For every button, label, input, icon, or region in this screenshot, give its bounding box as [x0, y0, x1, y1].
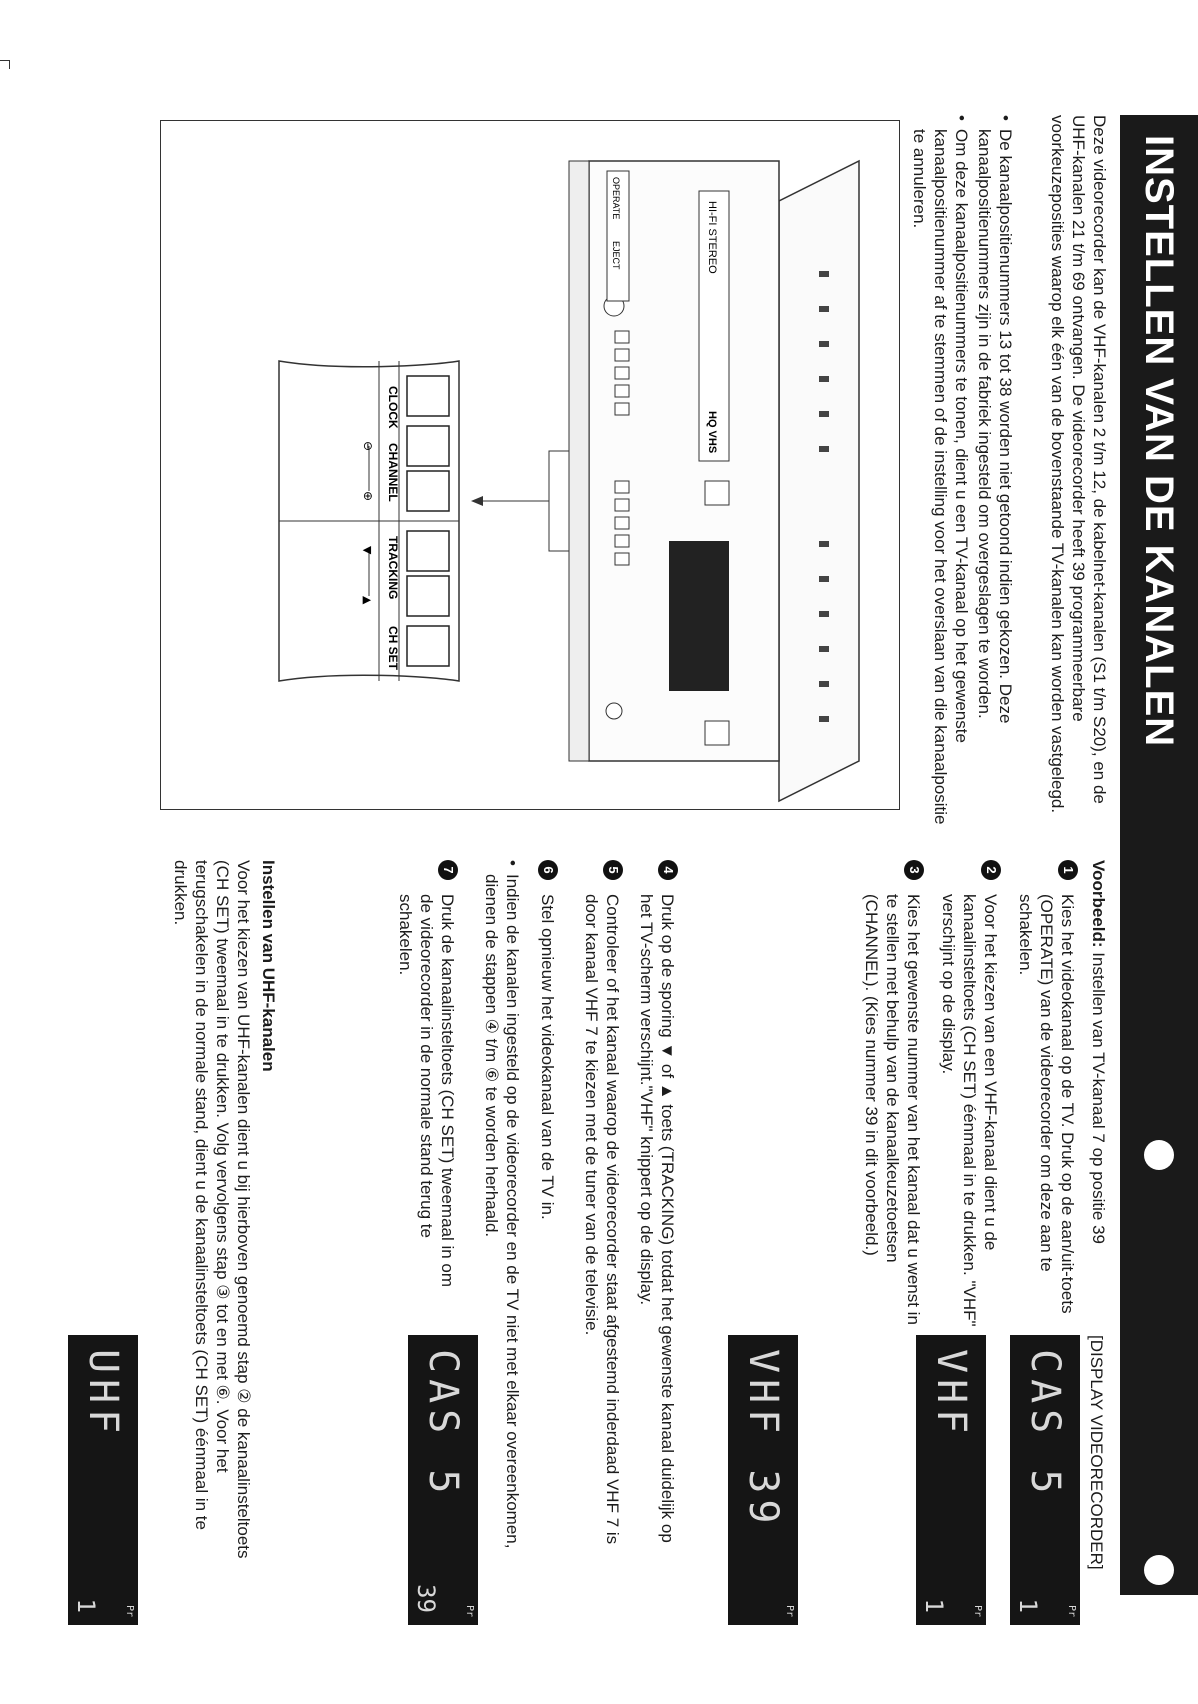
note-bullets	[907, 115, 1016, 835]
operate-label: OPERATE	[611, 177, 621, 220]
step-number: 7	[438, 860, 458, 880]
lcd-display	[408, 1335, 478, 1625]
step-text: Controleer of het kanaal waarop de videorecorder staat afgestemd inderdaad VHF 7 is door kanaal VHF 7 te kiezen met de tuner van de televisie.	[582, 894, 622, 1545]
lcd-display	[916, 1335, 986, 1625]
vcr-logo: HQ VHS	[706, 411, 718, 454]
steps-list	[847, 860, 1078, 1330]
lcd-pr-label: Pr	[124, 1604, 135, 1617]
eject-label: EJECT	[611, 241, 621, 270]
page-title-bar	[1120, 115, 1198, 1595]
step-2	[938, 860, 1001, 1330]
step-text: Stel opnieuw het videokanaal van de TV in.	[538, 894, 557, 1220]
display-header: [DISPLAY VIDEORECORDER]	[1087, 1335, 1106, 1570]
bullet-item: • De kanaalpositienummers 13 tot 38 worden niet getoond indien gekozen. Deze kanaalpositienummers zijn in de fabriek ingesteld om overgeslagen te worden.	[974, 115, 1016, 835]
vcr-display-label: HI-FI STEREO	[706, 201, 718, 274]
lcd-pr-label: Pr	[464, 1604, 475, 1617]
example-label: Voorbeeld:	[1089, 860, 1108, 948]
lcd-pr: 1	[1014, 1598, 1042, 1613]
step-number: 4	[658, 860, 678, 880]
lcd-display	[728, 1335, 798, 1625]
chset-key-label: CH SET	[386, 626, 400, 671]
vcr-figure	[160, 120, 900, 810]
lcd-text: CAS 5	[1022, 1349, 1068, 1500]
step-text: Voor het kiezen van een VHF-kanaal dient u de kanaalinsteltoets (CH SET) éénmaal in te drukken. "VHF" verschijnt op de display.	[939, 894, 1000, 1327]
step-1	[1015, 860, 1078, 1330]
step-number: 1	[1058, 860, 1078, 880]
step-text: Kies het gewenste nummer van het kanaal dat u wenst in te stellen met behulp van de kanaalkeuzetoetsen (CHANNEL). (Kies nummer 39 in dit voorbeeld.)	[862, 894, 923, 1325]
uhf-heading: Instellen van UHF-kanalen	[259, 860, 278, 1072]
uhf-text: Voor het kiezen van UHF-kanalen dient u bij hierboven genoemd stap ② de kanaalinsteltoets (CH SET) tweemaal in te drukken. Volg vervolgens stap ③ tot en met ⑥. Voor het terugschakelen in de normale stand, dient u de kanaalinsteltoets (CH SET) éénmaal in te drukken.	[171, 860, 253, 1559]
step-text: Druk de kanaalinsteltoets (CH SET) tweemaal in om de videorecorder in de normale stand terug te schakelen.	[396, 894, 457, 1288]
step-6	[537, 860, 558, 1560]
step-7	[395, 860, 458, 1310]
step-text: Kies het videokanaal op de TV. Druk op de aan/uit-toets (OPERATE) van de videorecorder om deze aan te schakelen.	[1016, 894, 1077, 1314]
lcd-text: CAS 5	[420, 1349, 466, 1500]
corner-mark	[0, 60, 10, 69]
lcd-display	[68, 1335, 138, 1625]
example-text: Instellen van TV-kanaal 7 op positie 39	[1089, 952, 1108, 1244]
down-arrow-icon: ▼	[361, 546, 374, 555]
lcd-text: UHF	[80, 1349, 126, 1440]
lcd-pr: 39	[412, 1584, 440, 1613]
channel-key-label: CHANNEL	[386, 443, 400, 502]
step-number: 5	[603, 860, 623, 880]
note-text: • Indien de kanalen ingesteld op de videorecorder en de TV niet met elkaar overeenkomen, dienen de stappen ④ t/m ⑥ te worden herhaald.	[481, 860, 523, 1560]
lcd-display	[1010, 1335, 1080, 1625]
tracking-key-label: TRACKING	[386, 536, 400, 600]
control-panel-closeup	[279, 361, 459, 681]
decorative-dot	[1144, 1555, 1174, 1585]
step-5	[581, 860, 623, 1560]
lcd-pr: 1	[920, 1598, 948, 1613]
lcd-pr: 1	[72, 1598, 100, 1613]
step-3	[861, 860, 924, 1330]
lcd-pr-label: Pr	[784, 1604, 795, 1617]
lcd-pr-label: Pr	[972, 1604, 983, 1617]
lcd-pr-label: Pr	[1066, 1604, 1077, 1617]
lcd-text: VHF	[928, 1349, 974, 1440]
page-title: INSTELLEN VAN DE KANALEN	[1137, 135, 1181, 748]
decorative-dot	[1144, 1140, 1174, 1170]
clock-key-label: CLOCK	[386, 386, 400, 429]
vcr-illustration	[159, 121, 899, 811]
plus-icon: ⊕	[361, 491, 375, 502]
step-text: Druk op de sporing ▼ of ▲ toets (TRACKING) totdat het gewenste kanaal duidelijk op het TV-scherm verschijnt."VHF" knippert op de display.	[637, 894, 677, 1543]
step-number: 2	[981, 860, 1001, 880]
step-4	[636, 860, 678, 1560]
step-number: 6	[538, 860, 558, 880]
bullet-item: • Om deze kanaalpositienummers te tonen, dient u een TV-kanaal op het gewenste kanaalpositienummer af te stemmen of de instelling voor het overslaan van die kanaalpositie te annuleren.	[909, 115, 972, 835]
lcd-text: VHF 39	[740, 1349, 786, 1530]
intro-paragraph: Deze videorecorder kan de VHF-kanalen 2 t/m 12, de kabelnet-kanalen (S1 t/m S20), en de UHF-kanalen 21 t/m 69 ontvangen. De videorecorder heeft 39 programmeerbare voorkeuzeposities waarop elk één van de bovenstaande TV-kanalen kan worden vastgelegd.	[1048, 115, 1109, 814]
up-arrow-icon: ▲	[361, 596, 374, 605]
step-number: 3	[904, 860, 924, 880]
repeat-note	[481, 860, 523, 1560]
minus-icon: ⊖	[361, 441, 375, 452]
